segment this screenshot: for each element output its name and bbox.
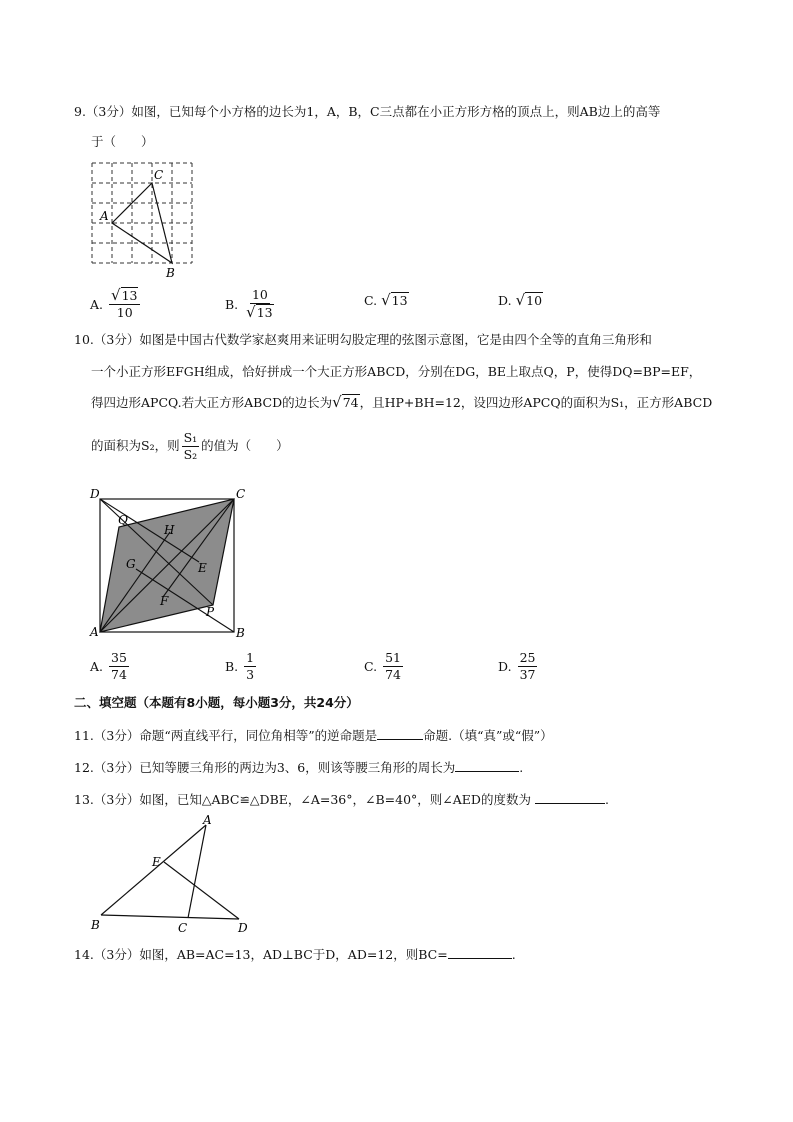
q9-option-b: B. 10 √ 13 bbox=[225, 287, 273, 321]
q9-stem-line1: 9.（3分）如图，已知每个小方格的边长为1，A，B，C三点都在小正方形方格的顶点上，则AB边上的高等 bbox=[74, 104, 661, 119]
q10-label-d: D bbox=[90, 487, 100, 501]
q9-option-d: D. √ 10 bbox=[498, 291, 543, 309]
q12-stem: 12.（3分）已知等腰三角形的两边为3、6，则该等腰三角形的周长为 . bbox=[74, 760, 524, 775]
q10-label-e: E bbox=[198, 561, 207, 575]
q11-answer-blank[interactable] bbox=[377, 727, 423, 740]
q13-label-c: C bbox=[178, 921, 188, 935]
q10-label-b: B bbox=[236, 626, 245, 640]
q13-label-d: D bbox=[238, 921, 248, 935]
q10-option-d: D. $\frac{25}{37}$ bbox=[498, 650, 536, 682]
section-fill-in-blank-heading: 二、填空题（本题有8小题，每小题3分，共24分） bbox=[74, 695, 359, 710]
q10-option-b: B. $\frac{1}{3}$ bbox=[225, 650, 255, 682]
q10-label-h: H bbox=[164, 523, 175, 537]
q10-label-a: A bbox=[90, 625, 99, 639]
q9-label-c: C bbox=[154, 168, 164, 182]
q14-answer-blank[interactable] bbox=[448, 946, 512, 959]
q10-option-a: A. $\frac{35}{74}$ bbox=[90, 650, 127, 682]
q10-stem-line4: 的面积为S₂，则 $\frac{\text{S₁}}{\text{S₂}}$ 的值为（ ） bbox=[91, 430, 289, 462]
q13-stem: 13.（3分）如图，已知△ABC≌△DBE，∠A=36°，∠B=40°，则∠AED的度数为 . bbox=[74, 792, 609, 807]
q13-triangle-figure bbox=[86, 815, 256, 935]
q10-label-q: Q bbox=[118, 513, 128, 527]
q13-label-e: E bbox=[152, 855, 161, 869]
q9-stem-line2: 于（ ） bbox=[91, 134, 154, 149]
q10-label-p: P bbox=[206, 605, 215, 619]
q10-label-c: C bbox=[236, 487, 246, 501]
q10-zhao-shuang-figure bbox=[86, 484, 256, 644]
q9-grid-figure bbox=[86, 160, 196, 282]
q10-option-c: C. $\frac{51}{74}$ bbox=[364, 650, 401, 682]
q13-label-b: B bbox=[91, 918, 100, 932]
q10-stem-line3: 得四边形APCQ.若大正方形ABCD的边长为 √ 74 ，且HP+BH=12，设四边形APCQ的面积为S₁，正方形ABCD bbox=[91, 393, 713, 411]
q13-label-a: A bbox=[203, 815, 212, 827]
q10-stem-line1: 10.（3分）如图是中国古代数学家赵爽用来证明勾股定理的弦图示意图，它是由四个全等的直角三角形和 bbox=[74, 332, 652, 347]
q9-label-a: A bbox=[100, 209, 109, 223]
q11-stem: 11.（3分）命题“两直线平行，同位角相等”的逆命题是 命题.（填“真”或“假”） bbox=[74, 728, 553, 743]
q10-label-g: G bbox=[126, 557, 136, 571]
q9-option-a: A. √ 13 10 bbox=[90, 287, 142, 321]
q9-option-c: C. √ 13 bbox=[364, 291, 408, 309]
q12-answer-blank[interactable] bbox=[455, 759, 519, 772]
q9-label-b: B bbox=[166, 266, 175, 280]
q10-stem-line2: 一个小正方形EFGH组成，恰好拼成一个大正方形ABCD，分别在DG，BE上取点Q，P，使得DQ=BP=EF， bbox=[91, 364, 702, 379]
q13-answer-blank[interactable] bbox=[535, 791, 605, 804]
q14-stem: 14.（3分）如图，AB=AC=13，AD⊥BC于D，AD=12，则BC= . bbox=[74, 947, 516, 962]
q10-label-f: F bbox=[160, 594, 169, 608]
